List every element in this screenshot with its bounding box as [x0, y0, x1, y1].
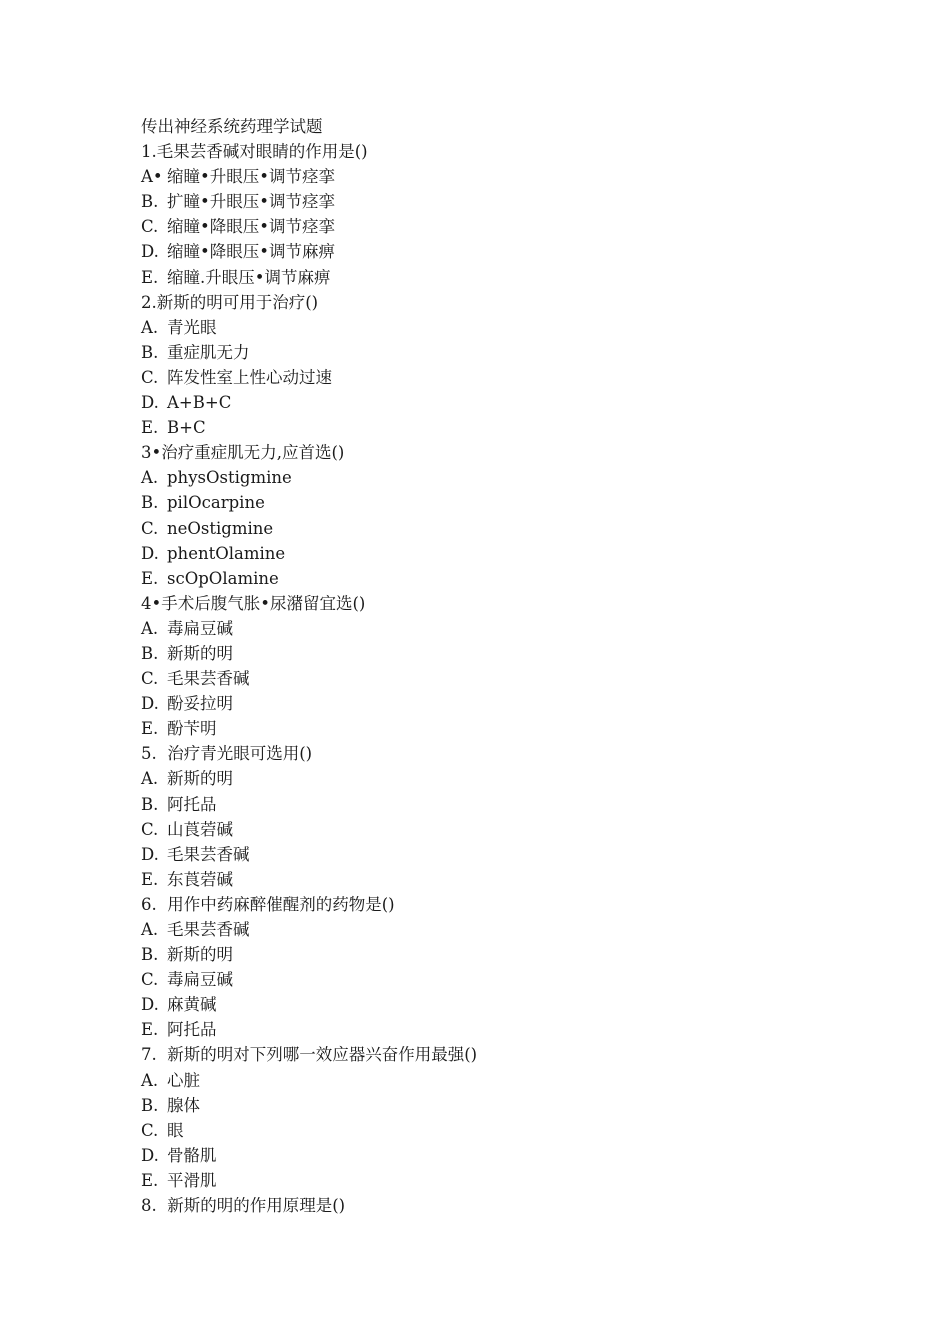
option-text: 酚苄明 — [167, 719, 217, 739]
question-stem: 8. 新斯的明的作用原理是() — [141, 1196, 346, 1216]
option-letter: B. — [141, 493, 159, 513]
option-text: 毛果芸香碱 — [167, 844, 250, 864]
option-text: 缩瞳•升眼压•调节痉挛 — [167, 167, 335, 187]
answer-option — [141, 214, 841, 239]
option-letter: D. — [141, 242, 159, 262]
option-text: 阵发性室上性心动过速 — [167, 367, 332, 387]
option-letter: B. — [141, 643, 159, 663]
option-text: 阿托品 — [167, 1020, 217, 1040]
option-text: 毒扁豆碱 — [167, 618, 233, 638]
option-letter: B. — [141, 945, 159, 965]
option-text: scOpOlamine — [167, 568, 279, 588]
option-text: 新斯的明 — [167, 769, 233, 789]
option-text: 毛果芸香碱 — [167, 920, 250, 939]
option-letter: A• — [141, 167, 163, 187]
option-letter: D. — [141, 1145, 159, 1165]
option-letter: D. — [141, 995, 159, 1015]
option-text: B+C — [167, 418, 206, 438]
document-title: 传出神经系统药理学试题 — [141, 117, 323, 136]
option-letter: A. — [141, 468, 159, 488]
option-letter: E. — [141, 418, 159, 438]
option-letter: B. — [141, 192, 159, 212]
question-list — [141, 139, 841, 1218]
option-letter: A. — [141, 920, 159, 939]
answer-option — [141, 867, 841, 892]
answer-option — [141, 1068, 841, 1093]
option-text: 麻黄碱 — [167, 995, 217, 1015]
answer-option — [141, 992, 841, 1017]
option-letter: D. — [141, 543, 159, 563]
option-text: 毒扁豆碱 — [167, 970, 233, 990]
option-text: pilOcarpine — [167, 493, 265, 513]
option-letter: A. — [141, 1070, 159, 1090]
option-text: 毛果芸香碱 — [167, 669, 250, 689]
answer-option — [141, 1093, 841, 1118]
option-letter: E. — [141, 1170, 159, 1190]
option-text: 缩瞳•降眼压•调节痉挛 — [167, 217, 335, 237]
option-text: 新斯的明 — [167, 643, 233, 663]
option-letter: E. — [141, 1020, 159, 1040]
option-letter: E. — [141, 869, 159, 889]
option-text: 眼 — [167, 1120, 184, 1140]
answer-option — [141, 766, 841, 791]
option-text: 东莨菪碱 — [167, 869, 233, 889]
answer-option — [141, 490, 841, 515]
option-text: 阿托品 — [167, 794, 217, 814]
answer-option — [141, 817, 841, 842]
answer-option — [141, 239, 841, 264]
question-stem: 1.毛果芸香碱对眼睛的作用是() — [141, 142, 368, 162]
question-stem: 7. 新斯的明对下列哪一效应器兴奋作用最强() — [141, 1045, 478, 1065]
option-text: 青光眼 — [167, 317, 217, 337]
option-text: 腺体 — [167, 1095, 200, 1115]
option-letter: E. — [141, 719, 159, 739]
answer-option — [141, 390, 841, 415]
answer-option — [141, 265, 841, 290]
option-text: 心脏 — [167, 1070, 200, 1090]
answer-option — [141, 541, 841, 566]
answer-option — [141, 189, 841, 214]
option-letter: C. — [141, 518, 159, 538]
answer-option — [141, 465, 841, 490]
answer-option — [141, 1118, 841, 1143]
option-letter: B. — [141, 342, 159, 362]
option-letter: B. — [141, 1095, 159, 1115]
option-letter: C. — [141, 819, 159, 839]
answer-option — [141, 1017, 841, 1042]
option-text: physOstigmine — [167, 468, 292, 488]
option-text: 缩瞳.升眼压•调节麻痹 — [167, 267, 331, 287]
answer-option — [141, 716, 841, 741]
option-letter: E. — [141, 267, 159, 287]
answer-option — [141, 967, 841, 992]
question-stem: 2.新斯的明可用于治疗() — [141, 292, 319, 312]
answer-option — [141, 792, 841, 817]
option-letter: D. — [141, 844, 159, 864]
answer-option — [141, 566, 841, 591]
option-text: A+B+C — [167, 393, 232, 413]
option-letter: A. — [141, 317, 159, 337]
answer-option — [141, 917, 841, 942]
question-stem: 3•治疗重症肌无力,应首选() — [141, 443, 345, 463]
option-letter: C. — [141, 217, 159, 237]
option-text: 酚妥拉明 — [167, 694, 233, 714]
option-letter: C. — [141, 669, 159, 689]
option-text: 平滑肌 — [167, 1170, 217, 1190]
option-text: 骨骼肌 — [167, 1145, 217, 1165]
document-page — [141, 114, 841, 1218]
answer-option — [141, 1143, 841, 1168]
answer-option — [141, 1168, 841, 1193]
answer-option — [141, 164, 841, 189]
answer-option — [141, 340, 841, 365]
option-text: 重症肌无力 — [167, 342, 250, 362]
question-stem: 6. 用作中药麻醉催醒剂的药物是() — [141, 894, 395, 914]
option-letter: D. — [141, 694, 159, 714]
option-text: 山莨菪碱 — [167, 819, 233, 839]
option-text: 缩瞳•降眼压•调节麻痹 — [167, 242, 335, 262]
option-text: 新斯的明 — [167, 945, 233, 965]
option-letter: C. — [141, 1120, 159, 1140]
answer-option — [141, 942, 841, 967]
question-stem: 4•手术后腹气胀•尿潴留宜选() — [141, 593, 366, 613]
answer-option — [141, 616, 841, 641]
answer-option — [141, 315, 841, 340]
option-letter: E. — [141, 568, 159, 588]
option-letter: A. — [141, 618, 159, 638]
option-letter: B. — [141, 794, 159, 814]
question-stem: 5. 治疗青光眼可选用() — [141, 744, 313, 764]
option-letter: C. — [141, 367, 159, 387]
answer-option — [141, 842, 841, 867]
answer-option — [141, 415, 841, 440]
option-letter: C. — [141, 970, 159, 990]
answer-option — [141, 691, 841, 716]
answer-option — [141, 666, 841, 691]
answer-option — [141, 641, 841, 666]
option-letter: D. — [141, 393, 159, 413]
option-letter: A. — [141, 769, 159, 789]
option-text: neOstigmine — [167, 518, 274, 538]
answer-option — [141, 516, 841, 541]
option-text: 扩瞳•升眼压•调节痉挛 — [167, 192, 335, 212]
answer-option — [141, 365, 841, 390]
option-text: phentOlamine — [167, 543, 286, 563]
